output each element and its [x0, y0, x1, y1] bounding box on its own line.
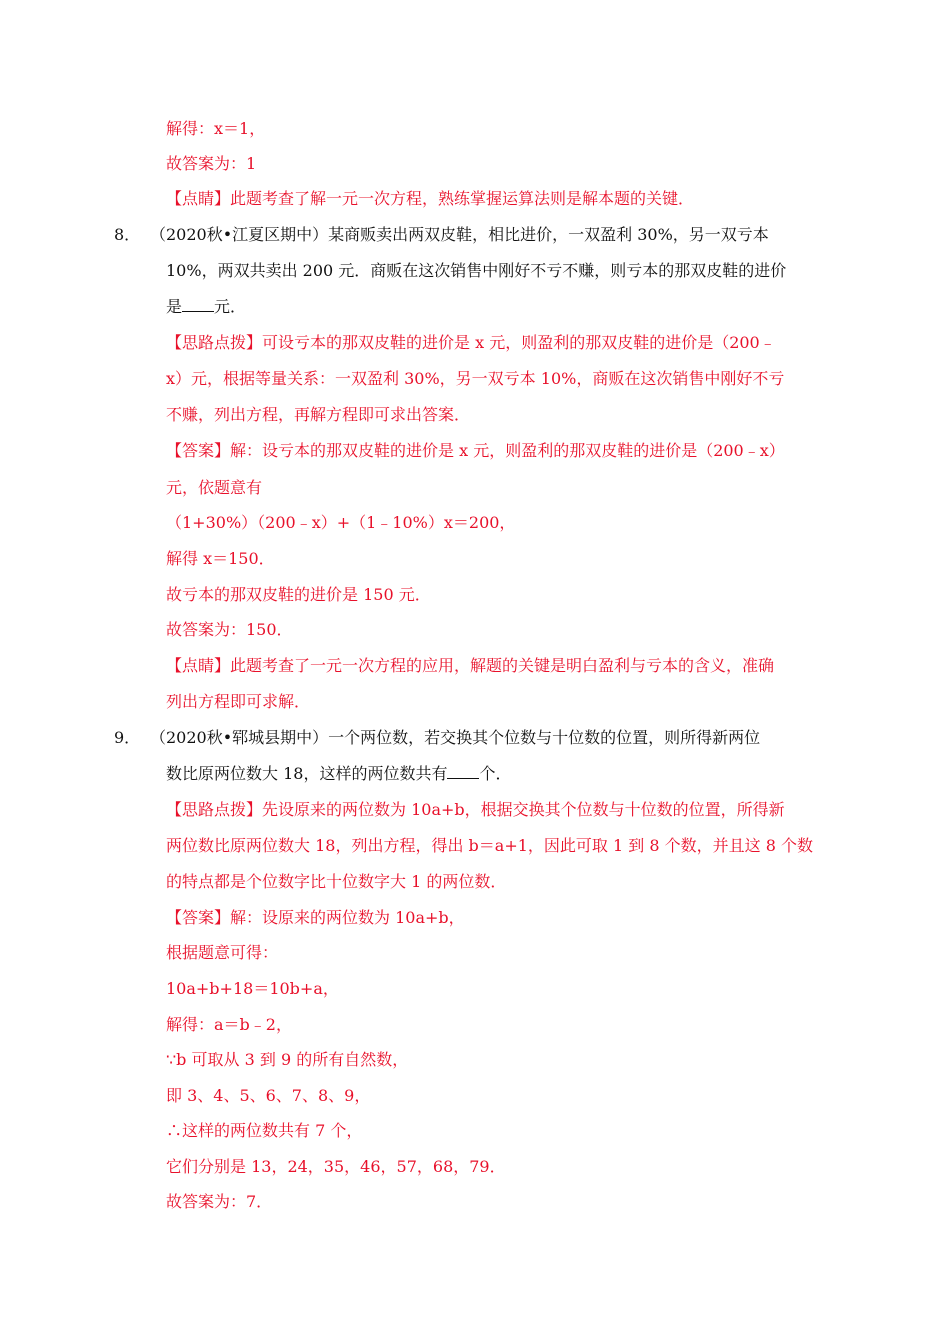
- q8-hint-line-3: 不赚，列出方程，再解方程即可求出答案．: [166, 405, 471, 424]
- q9-answer-line-2: 根据题意可得：: [166, 943, 279, 962]
- q9-answer-line-7: ∴这样的两位数共有 7 个，: [166, 1121, 363, 1140]
- q9-answer-line-4: 解得：a＝b﹣2，: [166, 1015, 292, 1034]
- q9-answer-line-5: ∵b 可取从 3 到 9 的所有自然数，: [166, 1050, 409, 1069]
- q8-answer-line-6: 故答案为：150．: [166, 620, 293, 639]
- q9-hint-line-1: 【思路点拨】先设原来的两位数为 10a+b，根据交换其个位数与十位数的位置，所得新: [166, 800, 785, 819]
- q8-note-line-1: 【点睛】此题考查了一元一次方程的应用，解题的关键是明白盈利与亏本的含义，准确: [166, 656, 775, 675]
- q9-stem-line-2: 数比原两位数大 18，这样的两位数共有 个．: [166, 764, 512, 783]
- prev-note-line: 【点睛】此题考查了解一元一次方程，熟练掌握运算法则是解本题的关键．: [166, 189, 695, 208]
- q9-answer-line-8: 它们分别是 13，24，35，46，57，68，79．: [166, 1157, 506, 1176]
- q8-answer-line-5: 故亏本的那双皮鞋的进价是 150 元．: [166, 585, 431, 604]
- q8-answer-line-4: 解得 x＝150．: [166, 549, 275, 568]
- q8-hint-line-2: x）元，根据等量关系：一双盈利 30%，另一双亏本 10%，商贩在这次销售中刚好不亏: [166, 369, 785, 388]
- q9-hint-line-3: 的特点都是个位数字比十位数字大 1 的两位数．: [166, 872, 507, 891]
- answer-blank: [447, 764, 479, 779]
- q9-number: 9．: [114, 728, 141, 747]
- prev-solve-line: 解得：x＝1，: [166, 119, 266, 138]
- q9-hint-line-2: 两位数比原两位数大 18，列出方程，得出 b＝a+1，因此可取 1 到 8 个数，并且这 8 个数: [166, 836, 813, 855]
- q8-answer-line-1: 【答案】解：设亏本的那双皮鞋的进价是 x 元，则盈利的那双皮鞋的进价是（200﹣x）: [166, 441, 785, 460]
- q8-hint-line-1: 【思路点拨】可设亏本的那双皮鞋的进价是 x 元，则盈利的那双皮鞋的进价是（200﹣: [166, 333, 776, 352]
- q8-answer-line-2: 元，依题意有: [166, 478, 263, 497]
- prev-answer-line: 故答案为：1: [166, 154, 257, 173]
- q9-answer-line-9: 故答案为：7．: [166, 1192, 273, 1211]
- q8-stem-line-3: 是 元．: [166, 297, 247, 316]
- document-page: 解得：x＝1， 故答案为：1 【点睛】此题考查了解一元一次方程，熟练掌握运算法则是解本题的关键． 8． （2020秋•江夏区期中）某商贩卖出两双皮鞋，相比进价，一双盈利 30%，另一双亏本 10%，两双共卖出 200 元．商贩在这次销售中刚好不亏不赚，则亏本的那双皮鞋的进价 是 元． 【思路点拨】可设亏本的那双皮鞋的进价是 x 元，则盈利的那双皮鞋的进价是（200﹣ x）元，根据等量关系：一双盈利 30%，另一双亏本 10%，商贩在这次销售中刚好不亏 不赚，列出方程，再解方程即可求出答案． 【答案】解：设亏本的那双皮鞋的进价是 x 元，则盈利的那双皮鞋的进价是（200﹣x） 元，依题意有 （1+30%）（200﹣x）+（1﹣10%）x＝200， 解得 x＝150． 故亏本的那双皮鞋的进价是 150 元． 故答案为：150． 【点睛】此题考查了一元一次方程的应用，解题的关键是明白盈利与亏本的含义，准确 列出方程即可求解． 9． （2020秋•郓城县期中）一个两位数，若交换其个位数与十位数的位置，则所得新两位 数比原两位数大 18，这样的两位数共有 个． 【思路点拨】先设原来的两位数为 10a+b，根据交换其个位数与十位数的位置，所得新 两位数比原两位数大 18，列出方程，得出 b＝a+1，因此可取 1 到 8 个数，并且这 8 个数 的特点都是个位数字比十位数字大 1 的两位数． 【答案】解：设原来的两位数为 10a+b， 根据题意可得： 10a+b+18＝10b+a， 解得：a＝b﹣2， ∵b 可取从 3 到 9 的所有自然数， 即 3、4、5、6、7、8、9， ∴这样的两位数共有 7 个， 它们分别是 13，24，35，46，57，68，79． 故答案为：7．: [0, 0, 950, 1344]
- q9-answer-line-1: 【答案】解：设原来的两位数为 10a+b，: [166, 908, 465, 927]
- q8-answer-line-3: （1+30%）（200﹣x）+（1﹣10%）x＝200，: [166, 513, 516, 532]
- q9-answer-line-3: 10a+b+18＝10b+a，: [166, 979, 339, 998]
- answer-blank: [182, 297, 214, 312]
- q8-stem-line-2: 10%，两双共卖出 200 元．商贩在这次销售中刚好不亏不赚，则亏本的那双皮鞋的进价: [166, 261, 787, 280]
- q9-answer-line-6: 即 3、4、5、6、7、8、9，: [166, 1086, 371, 1105]
- q8-note-line-2: 列出方程即可求解．: [166, 692, 311, 711]
- q8-number: 8．: [114, 225, 141, 244]
